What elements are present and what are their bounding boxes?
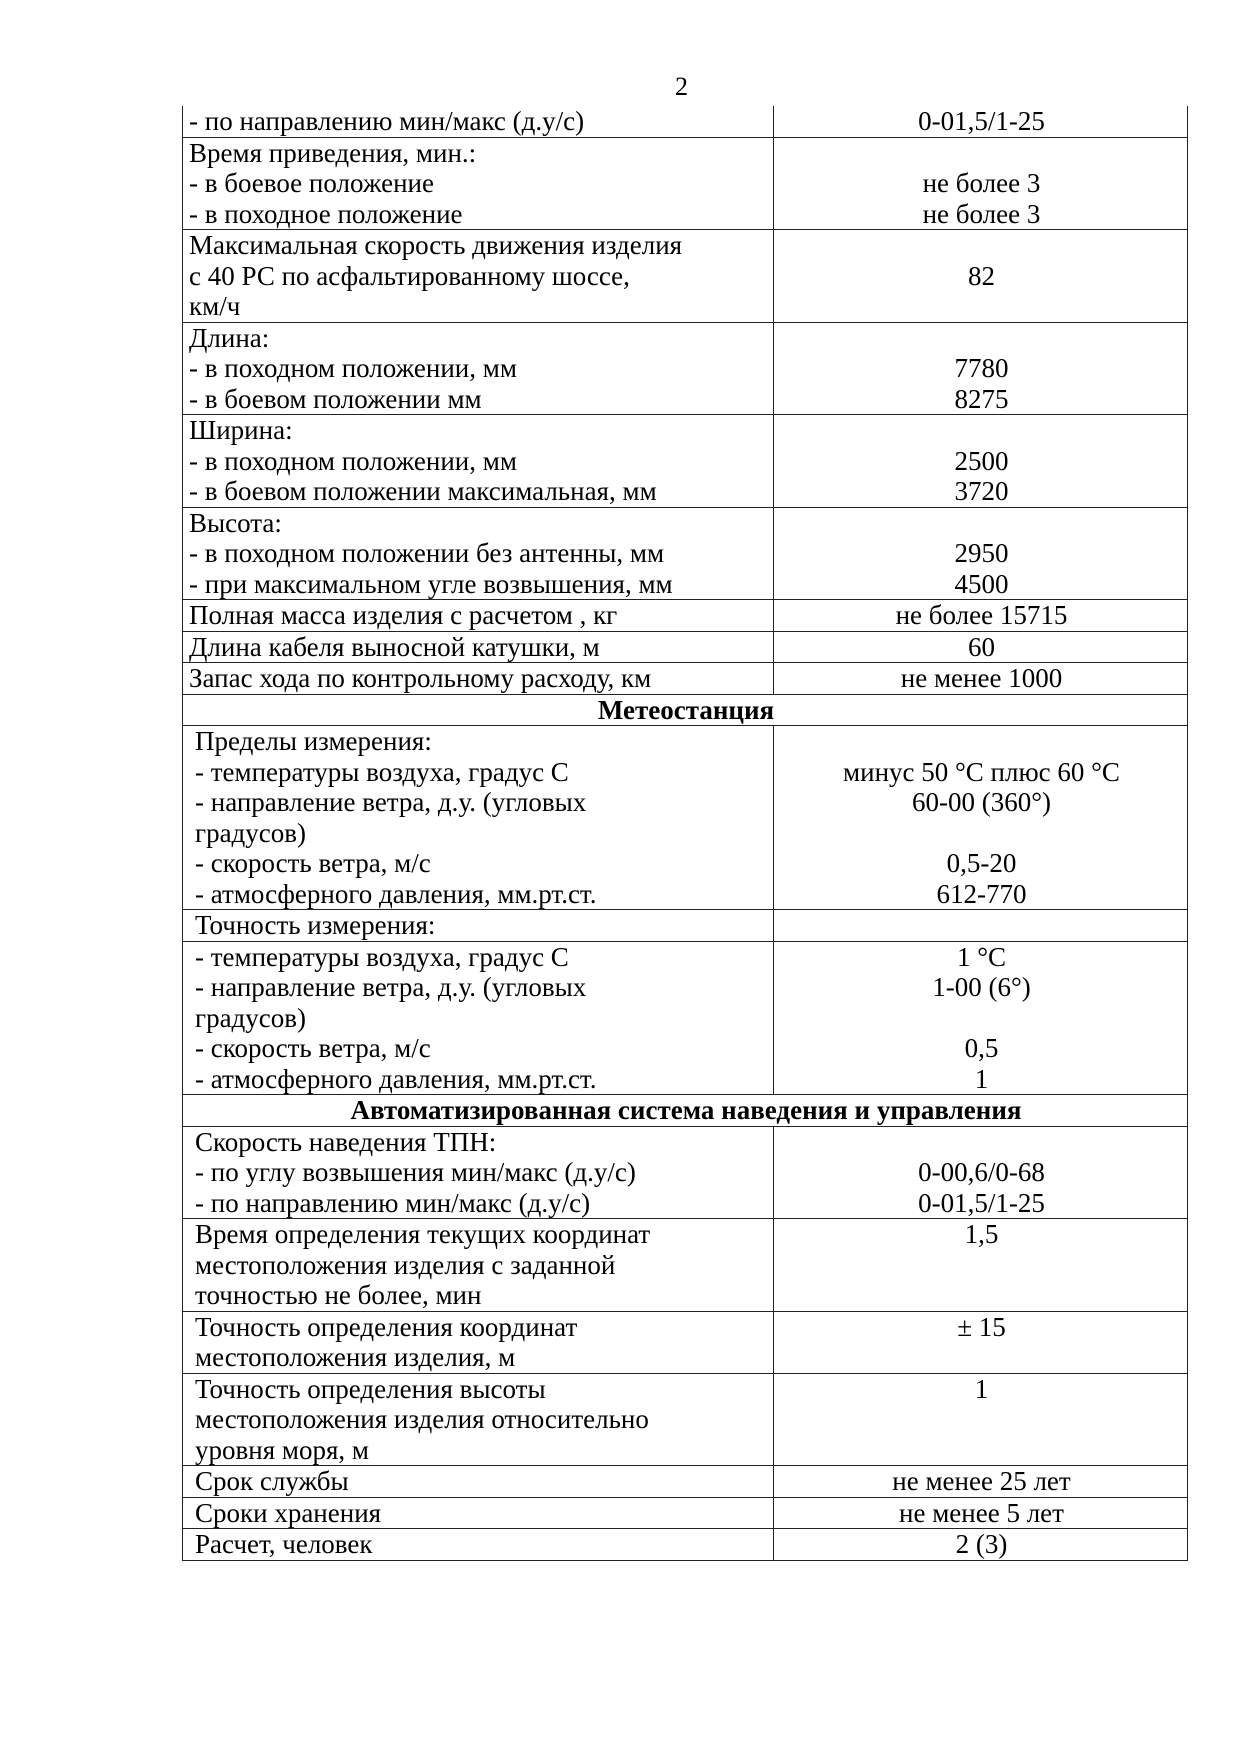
- param-value: 1: [774, 1373, 1188, 1466]
- param-label: Запас хода по контрольному расходу, км: [183, 663, 774, 695]
- page-number: 2: [675, 72, 688, 101]
- param-value: не более 15715: [774, 600, 1188, 632]
- table-row: [183, 910, 1188, 942]
- param-label: Ширина: - в походном положении, мм - в боевом положении максимальная, мм: [183, 415, 774, 508]
- param-label: Длина кабеля выносной катушки, м: [183, 631, 774, 663]
- table-row: [183, 1529, 1188, 1561]
- table-row: [183, 726, 1188, 910]
- param-value: минус 50 °С плюс 60 °С 60-00 (360°) 0,5-20 612-770: [774, 726, 1188, 910]
- param-value: 82: [774, 230, 1188, 323]
- param-value: не менее 5 лет: [774, 1497, 1188, 1529]
- param-value: не менее 1000: [774, 663, 1188, 695]
- section-header-row: [183, 694, 1188, 726]
- table-row: [183, 137, 1188, 230]
- table-row: [183, 1126, 1188, 1219]
- param-label: Точность определения высоты местоположения изделия относительно уровня моря, м: [183, 1373, 774, 1466]
- param-value: не менее 25 лет: [774, 1466, 1188, 1498]
- table-row: [183, 941, 1188, 1095]
- param-value: 2950 4500: [774, 507, 1188, 600]
- table-row: [183, 1219, 1188, 1312]
- table-row: [183, 106, 1188, 137]
- param-value: [774, 910, 1188, 942]
- param-value: 1,5: [774, 1219, 1188, 1312]
- param-value: 2 (3): [774, 1529, 1188, 1561]
- param-value: 60: [774, 631, 1188, 663]
- param-label: Сроки хранения: [183, 1497, 774, 1529]
- param-label: Полная масса изделия с расчетом , кг: [183, 600, 774, 632]
- table-row: [183, 663, 1188, 695]
- param-label: Точность определения координат местоположения изделия, м: [183, 1311, 774, 1373]
- table-row: [183, 631, 1188, 663]
- section-title-meteo: Метеостанция: [183, 694, 1188, 726]
- table-row: [183, 1311, 1188, 1373]
- table-row: [183, 507, 1188, 600]
- param-value: 7780 8275: [774, 322, 1188, 415]
- param-value: ± 15: [774, 1311, 1188, 1373]
- param-label: Срок службы: [183, 1466, 774, 1498]
- section-header-row: [183, 1095, 1188, 1127]
- table-row: [183, 1497, 1188, 1529]
- section-title-asnu: Автоматизированная система наведения и управления: [183, 1095, 1188, 1127]
- param-value: 2500 3720: [774, 415, 1188, 508]
- table-row: [183, 322, 1188, 415]
- param-label: Длина: - в походном положении, мм - в боевом положении мм: [183, 322, 774, 415]
- param-value: не более 3 не более 3: [774, 137, 1188, 230]
- param-label: Расчет, человек: [183, 1529, 774, 1561]
- table-row: [183, 230, 1188, 323]
- param-label: - температуры воздуха, градус С - направление ветра, д.у. (угловых градусов) - скорость ветра, м/с - атмосферного давления, мм.рт.ст.: [183, 941, 774, 1095]
- param-label: Скорость наведения ТПН: - по углу возвышения мин/макс (д.у/с) - по направлению мин/макс (д.у/с): [183, 1126, 774, 1219]
- param-label: Пределы измерения: - температуры воздуха, градус С - направление ветра, д.у. (угловых градусов) - скорость ветра, м/с - атмосферного давления, мм.рт.ст.: [183, 726, 774, 910]
- param-label: Высота: - в походном положении без антенны, мм - при максимальном угле возвышения, мм: [183, 507, 774, 600]
- param-value: 1 °С 1-00 (6°) 0,5 1: [774, 941, 1188, 1095]
- param-value: 0-00,6/0-68 0-01,5/1-25: [774, 1126, 1188, 1219]
- table-row: [183, 600, 1188, 632]
- param-label: - по направлению мин/макс (д.у/с): [183, 106, 774, 137]
- table-row: [183, 415, 1188, 508]
- table-row: [183, 1466, 1188, 1498]
- param-value: 0-01,5/1-25: [774, 106, 1188, 137]
- param-label: Максимальная скорость движения изделия с 40 РС по асфальтированному шоссе, км/ч: [183, 230, 774, 323]
- param-label: Время приведения, мин.: - в боевое положение - в походное положение: [183, 137, 774, 230]
- param-label: Точность измерения:: [183, 910, 774, 942]
- specifications-table: [182, 106, 1188, 1561]
- table-row: [183, 1373, 1188, 1466]
- param-label: Время определения текущих координат местоположения изделия с заданной точностью не более, мин: [183, 1219, 774, 1312]
